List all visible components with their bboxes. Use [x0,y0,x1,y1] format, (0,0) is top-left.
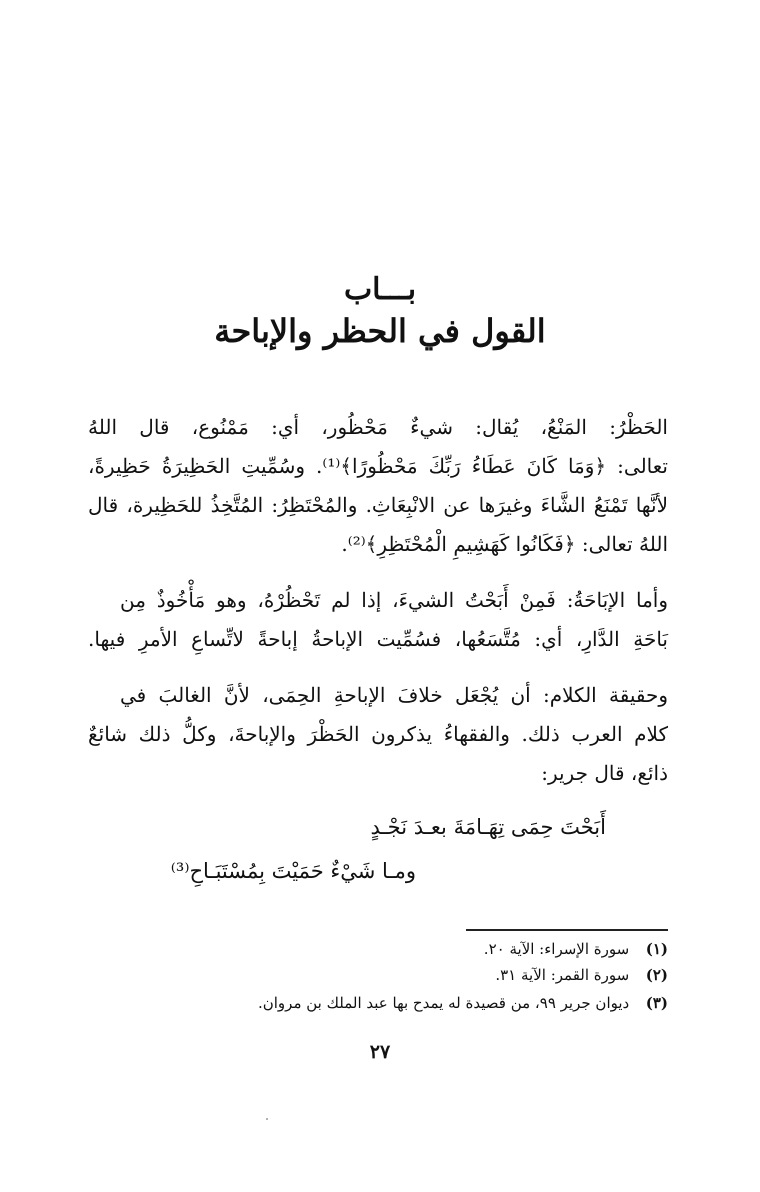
footnote [484,938,668,960]
footnote-text: سورة القمر: الآية ٣١. [495,966,630,984]
chapter-title: القول في الحظر والإباحة [214,312,546,350]
footnote-separator [466,929,668,931]
footnote-text: ديوان جرير ٩٩، من قصيدة له يمدح بها عبد الملك بن مروان. [257,994,630,1012]
footnote-number: (١) [645,940,668,958]
footnote [258,992,668,1014]
verse-line-1: أَبَحْتَ حِمَى تِهَـامَةَ بعـدَ نَجْـدٍ [370,815,606,839]
verse-line-2: ومـا شَيْءٌ حَمَيْتَ بِمُسْتَبَـاحِ⁽³⁾ [170,859,416,883]
paragraph-line: لأنَّها تَمْنَعُ الشَّاءَ وغيرَها عن الانْبِعَاثِ. والمُحْتَظِرُ: المُتَّخِذُ للحَظِيرة، قال [88,493,668,517]
paragraph-line: الحَظْرُ: المَنْعُ، يُقال: شيءٌ مَحْظُور، أي: مَمْنُوع، قال اللهُ [88,415,668,439]
paragraph-line: كلام العرب ذلك. والفقهاءُ يذكرون الحَظْرَ والإباحةَ، وكلُّ ذلك شائعٌ [88,722,668,746]
paragraph-line: ذائع، قال جرير: [541,761,668,785]
paragraph-line: وأما الإبَاحَةُ: فَمِنْ أَبَحْتُ الشيءَ، إذا لم تَحْظُرْهُ، وهو مَأْخُوذٌ مِن [120,588,668,612]
footnote [495,964,668,986]
paragraph-line: اللهُ تعالى: ﴿فَكَانُوا كَهَشِيمِ الْمُحْتَظِرِ﴾⁽²⁾. [341,532,668,556]
footnote-number: (٣) [645,994,668,1012]
chapter-label: بـــاب [343,272,417,307]
page-number: ٢٧ [369,1041,391,1063]
footnote-number: (٢) [645,966,668,984]
paragraph-line: وحقيقة الكلام: أن يُجْعَل خلافَ الإباحةِ الحِمَى، لأنَّ الغالبَ في [120,683,668,707]
scan-speck [266,1118,268,1120]
footnote-text: سورة الإسراء: الآية ٢٠. [483,940,630,958]
paragraph-line: بَاحَةِ الدَّارِ، أي: مُتَّسَعُها، فسُمِّيت الإباحةُ إباحةً لاتِّساعِ الأمرِ فيها. [88,627,668,651]
paragraph-line: تعالى: ﴿وَمَا كَانَ عَطَاءُ رَبِّكَ مَحْظُورًا﴾⁽¹⁾. وسُمِّيتِ الحَظِيرَةُ حَظِيرةً، [88,454,668,478]
